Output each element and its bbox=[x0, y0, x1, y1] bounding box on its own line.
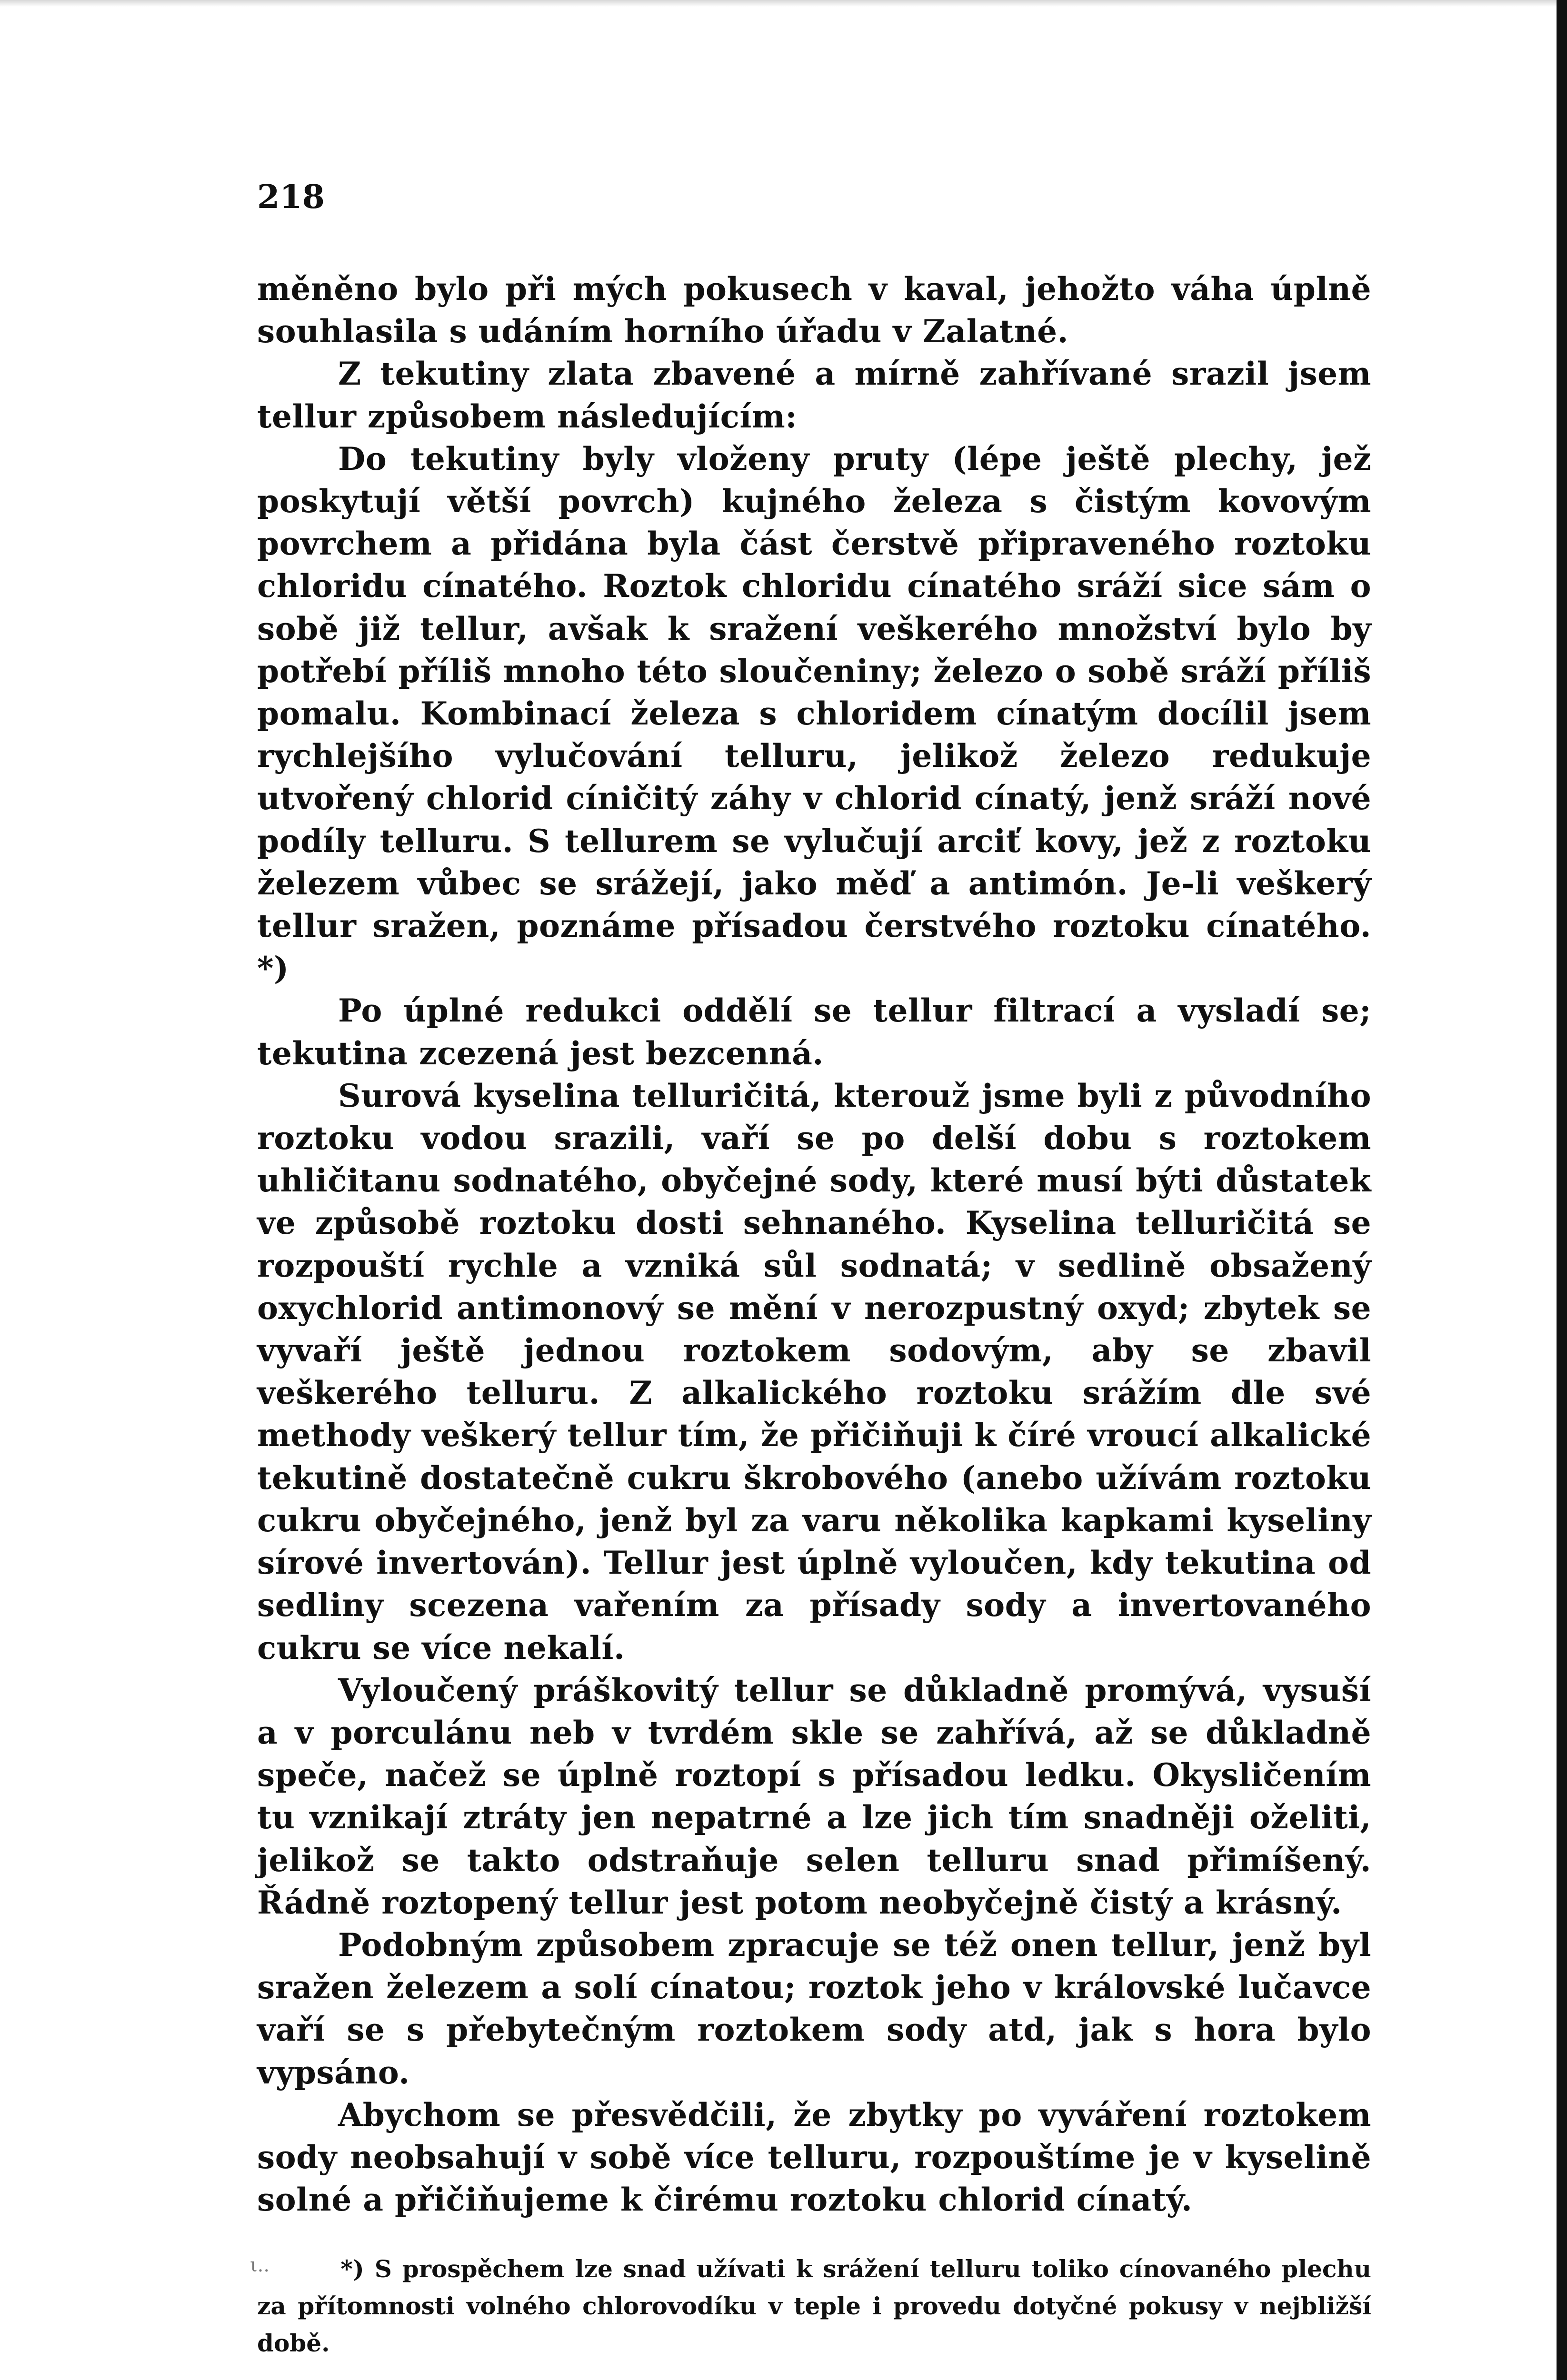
book-page bbox=[250, 178, 1371, 2362]
scan-right-edge bbox=[1557, 0, 1567, 2380]
scan-top-edge bbox=[0, 0, 1567, 7]
paragraph-3: Do tekutiny byly vloženy pruty (lépe ještě plechy, jež poskytují větší povrch) kujného železa s čistým kovovým povrchem a přidána byla část čerstvě připraveného roztoku chloridu cínatého. Roztok chloridu cínatého sráží sice sám o sobě již tellur, avšak k sražení veškerého množství bylo by potřebí příliš mnoho této sloučeniny; železo o sobě sráží příliš pomalu. Kombinací železa s chloridem cínatým docílil jsem rychlejšího vylučování telluru, jelikož železo redukuje utvořený chlorid cíničitý záhy v chlorid cínatý, jenž sráží nové podíly telluru. S tellurem se vylučují arciť kovy, jež z roztoku železem vůbec se srážejí, jako měď a antimón. Je-li veškerý tellur sražen, poznáme přísadou čerstvého roztoku cínatého. *) bbox=[257, 440, 1371, 987]
footnote bbox=[250, 2251, 1371, 2362]
paragraph-2: Z tekutiny zlata zbavené a mírně zahřívané srazil jsem tellur způsobem následujícím: bbox=[257, 355, 1371, 435]
paragraph-6: Vyloučený práškovitý tellur se důkladně promývá, vysuší a v porculánu neb v tvrdém skle se zahřívá, až se důkladně speče, načež se úplně roztopí s přísadou ledku. Okysličením tu vznikají ztráty jen nepatrné a lze jich tím snadněji oželiti, jelikož se takto odstraňuje selen telluru snad přimíšený. Řádně roztopený tellur jest potom neobyčejně čistý a krásný. bbox=[257, 1671, 1371, 1921]
paragraph-5: Surová kyselina telluričitá, kterouž jsme byli z původního roztoku vodou srazili, vaří se po delší dobu s roztokem uhličitanu sodnatého, obyčejné sody, které musí býti důstatek ve způsobě roztoku dosti sehnaného. Kyselina telluričitá se rozpouští rychle a vzniká sůl sodnatá; v sedlině obsažený oxychlorid antimonový se mění v nerozpustný oxyd; zbytek se vyvaří ještě jednou roztokem sodovým, aby se zbavil veškerého telluru. Z alkalického roztoku srážím dle své methody veškerý tellur tím, že přičiňuji k číré vroucí alkalické tekutině dostatečně cukru škrobového (anebo užívám roztoku cukru obyčejného, jenž byl za varu několika kapkami kyseliny sírové invertován). Tellur jest úplně vyloučen, kdy tekutina od sedliny scezena vařením za přísady sody a invertovaného cukru se více nekalí. bbox=[257, 1077, 1371, 1666]
footnote-text: *) S prospěchem lze snad užívati k srážení telluru toliko cínovaného plechu za přítomnosti volného chlorovodíku v teple i provedu dotyčné pokusy v nejbližší době. bbox=[257, 2255, 1371, 2358]
footnote-margin-mark: ι.. bbox=[250, 2254, 270, 2277]
paragraph-1: měněno bylo při mých pokusech v kaval, jehožto váha úplně souhlasila s udáním horního úřadu v Zalatné. bbox=[257, 270, 1371, 350]
paragraph-7: Podobným způsobem zpracuje se též onen tellur, jenž byl sražen železem a solí cínatou; roztok jeho v královské lučavce vaří se s přebytečným roztokem sody atd, jak s hora bylo vypsáno. bbox=[257, 1926, 1371, 2091]
paragraph-8: Abychom se přesvědčili, že zbytky po vyváření roztokem sody neobsahují v sobě více telluru, rozpouštíme je v kyselině solné a přičiňujeme k čirému roztoku chlorid cínatý. bbox=[257, 2096, 1371, 2219]
body-text bbox=[257, 268, 1371, 2221]
paragraph-4: Po úplné redukci oddělí se tellur filtrací a vysladí se; tekutina zcezená jest bezcenná. bbox=[257, 992, 1371, 1072]
page-number: 218 bbox=[257, 178, 325, 216]
